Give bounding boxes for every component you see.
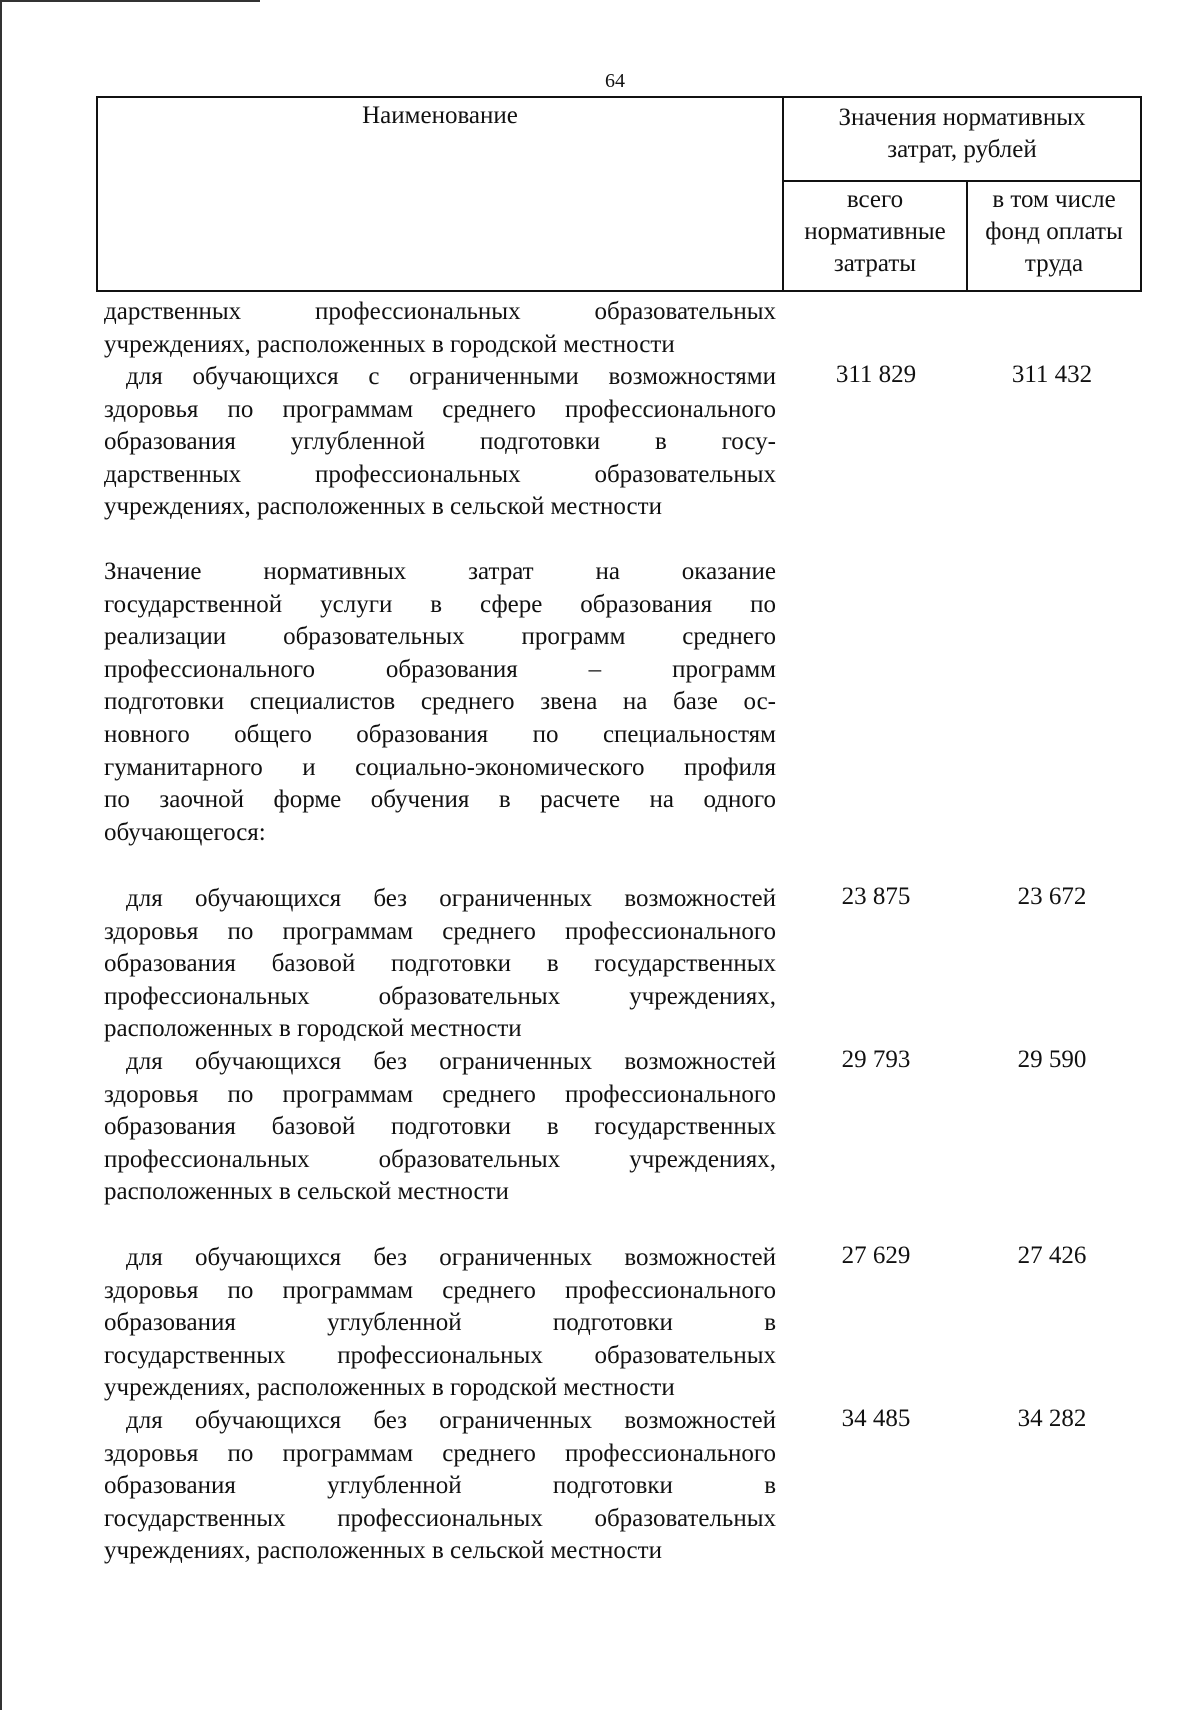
heading-text-line: обучающегося: (104, 818, 266, 846)
heading-text-line: Значение нормативных затрат на оказание (104, 558, 776, 585)
row-text-line: государственных профессиональных образовательных (104, 1341, 776, 1369)
row-text-line: дарственных профессиональных образовательных (104, 460, 776, 488)
row-text-line: учреждениях, расположенных в городской местности (104, 1374, 675, 1402)
section-heading (104, 556, 776, 849)
table-row (104, 1405, 776, 1568)
row-wage-value: 34 282 (1017, 1405, 1087, 1432)
row-wage-value: 29 590 (1017, 1046, 1087, 1073)
header-total-column (784, 182, 968, 290)
row-text-line: образования базовой подготовки в государственных (104, 1113, 776, 1141)
row-text-line: образования углубленной подготовки в (104, 1472, 776, 1500)
table-row (104, 1242, 776, 1405)
heading-text-line: профессионального образования – программ (104, 655, 776, 683)
row-text-line: для обучающихся без ограниченных возможностей (126, 1048, 776, 1075)
row-total-value: 27 629 (841, 1242, 911, 1269)
row-text-line: здоровья по программам среднего профессионального (104, 1439, 776, 1467)
table-row (104, 296, 776, 361)
heading-text-line: по заочной форме обучения в расчете на одного (104, 786, 776, 814)
row-text-line: профессиональных образовательных учреждениях, (104, 1145, 776, 1173)
row-text-line: здоровья по программам среднего профессионального (104, 395, 776, 423)
header-total-line: всего (846, 186, 904, 213)
row-text-line: для обучающихся без ограниченных возможностей (126, 1407, 776, 1434)
heading-text-line: государственной услуги в сфере образования по (104, 590, 776, 618)
header-wage-line: труда (1024, 250, 1084, 277)
heading-text-line: подготовки специалистов среднего звена на базе ос- (104, 688, 776, 716)
row-total-value: 29 793 (841, 1046, 911, 1073)
row-total-value: 34 485 (841, 1405, 911, 1432)
row-text-line: для обучающихся с ограниченными возможностями (126, 363, 776, 390)
row-text-line: учреждениях, расположенных в сельской местности (104, 1537, 662, 1565)
row-text-line: государственных профессиональных образовательных (104, 1504, 776, 1532)
page-edge-top (0, 0, 260, 2)
row-wage-value: 311 432 (1011, 361, 1093, 388)
header-wage-column (968, 182, 1140, 292)
header-total-line: нормативные (804, 218, 946, 245)
row-text-line: расположенных в городской местности (104, 1015, 522, 1043)
row-text-line: учреждениях, расположенных в городской местности (104, 330, 675, 358)
heading-text-line: гуманитарного и социально-экономического профиля (104, 753, 776, 781)
page-number: 64 (605, 70, 625, 92)
row-text-line: учреждениях, расположенных в сельской местности (104, 493, 662, 521)
row-text-line: для обучающихся без ограниченных возможностей (126, 885, 776, 912)
row-total-value: 23 875 (841, 883, 911, 910)
row-wage-value: 23 672 (1017, 883, 1087, 910)
table-row (104, 883, 776, 1046)
heading-text-line: реализации образовательных программ среднего (104, 623, 776, 651)
row-text-line: здоровья по программам среднего профессионального (104, 1276, 776, 1304)
table-header (96, 96, 1142, 292)
header-values-group (784, 98, 1140, 182)
table-row (104, 361, 776, 524)
heading-text-line: новного общего образования по специальностям (104, 720, 776, 748)
row-text-line: здоровья по программам среднего профессионального (104, 917, 776, 945)
row-text-line: дарственных профессиональных образовательных (104, 298, 776, 325)
row-text-line: профессиональных образовательных учреждениях, (104, 982, 776, 1010)
header-total-line: затраты (833, 250, 917, 277)
row-text-line: образования углубленной подготовки в госу- (104, 428, 776, 456)
header-wage-line: в том числе (992, 186, 1116, 213)
page-edge-left (0, 0, 2, 1710)
header-values-line: затрат, рублей (887, 136, 1037, 163)
header-values-line: Значения нормативных (838, 104, 1086, 131)
table-row (104, 1046, 776, 1209)
header-wage-line: фонд оплаты (985, 218, 1123, 245)
row-text-line: для обучающихся без ограниченных возможностей (126, 1244, 776, 1271)
row-text-line: образования углубленной подготовки в (104, 1309, 776, 1337)
row-total-value: 311 829 (835, 361, 917, 388)
row-wage-value: 27 426 (1017, 1242, 1087, 1269)
header-name-column: Наименование (98, 98, 784, 290)
row-text-line: расположенных в сельской местности (104, 1178, 509, 1206)
row-text-line: здоровья по программам среднего профессионального (104, 1080, 776, 1108)
row-text-line: образования базовой подготовки в государственных (104, 950, 776, 978)
